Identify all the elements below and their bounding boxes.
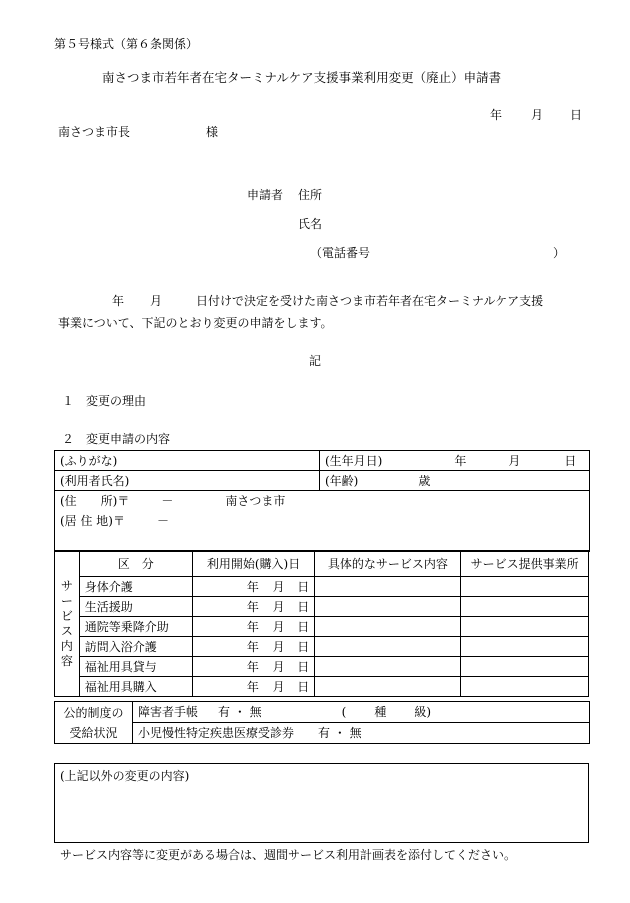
header-category: 区 分 [79,551,192,577]
public-system-label: 公的制度の 受給状況 [55,702,133,744]
address-city: 南さつま市 [225,494,286,508]
date-month-label: 月 [531,108,544,122]
provider-input[interactable] [461,637,589,657]
addressee: 南さつま市長 [58,125,131,139]
start-month: 月 [273,657,298,677]
start-month: 月 [273,597,298,617]
other-changes-table [54,763,589,843]
disability-options[interactable]: 有 ・ 無 [218,705,262,719]
service-content-vertical-label: サ ー ビ ス 内 容 [55,551,80,697]
start-year-input[interactable] [192,677,247,697]
personal-info-table [54,450,590,552]
service-name: 福祉用具貸与 [79,657,192,677]
start-day: 日 [297,677,314,697]
service-name: 通院等乗降介助 [79,617,192,637]
start-year: 年 [247,577,273,597]
table-row [55,617,589,637]
pediatric-row[interactable] [133,723,590,744]
provider-input[interactable] [461,577,589,597]
table-row [55,597,589,617]
other-changes-label: (上記以外の変更の内容) [60,769,190,783]
table-row [55,677,589,697]
grade-open: ( [341,705,347,719]
page-title: 南さつま市若年者在宅ターミナルケア支援事業利用変更（廃止）申請書 [102,70,502,85]
detail-input[interactable] [315,617,461,637]
start-year: 年 [247,657,273,677]
table-row [55,577,589,597]
disability-label: 障害者手帳 [138,705,199,719]
start-day: 日 [297,577,314,597]
start-year-input[interactable] [192,597,247,617]
user-name-label: (利用者氏名) [60,473,130,488]
footer-note: サービス内容等に変更がある場合は、週間サービス利用計画表を添付してください。 [60,848,517,862]
start-year: 年 [247,637,273,657]
disability-row[interactable] [133,702,590,723]
service-name: 訪問入浴介護 [79,637,192,657]
addressee-suffix: 様 [206,125,219,139]
pediatric-label: 小児慢性特定疾患医療受診券 [138,726,295,740]
birth-month: 月 [508,453,521,468]
body-line2: 事業について、下記のとおり変更の申請をします。 [58,316,333,330]
start-day: 日 [297,657,314,677]
detail-input[interactable] [315,637,461,657]
birthdate-label: (生年月日) [325,453,383,468]
other-changes-cell[interactable] [55,764,589,843]
start-year: 年 [247,597,273,617]
provider-input[interactable] [461,617,589,637]
birthdate-cell[interactable] [320,451,590,471]
body-month: 月 [150,294,163,308]
applicant-label: 申請者 [247,188,284,202]
age-unit: 歳 [418,473,431,488]
detail-input[interactable] [315,677,461,697]
form-number: 第５号様式（第６条関係） [54,37,199,51]
body-line1: 日付けで決定を受けた南さつま市若年者在宅ターミナルケア支援 [196,294,544,308]
detail-input[interactable] [315,577,461,597]
user-name-cell[interactable] [55,471,320,491]
body-year: 年 [112,294,125,308]
birth-day: 日 [564,453,577,468]
section-content: ２ 変更申請の内容 [62,432,171,446]
date-day-label: 日 [570,108,583,122]
public-system-table [54,701,590,744]
start-year: 年 [247,677,273,697]
start-month: 月 [273,677,298,697]
start-year-input[interactable] [192,637,247,657]
grade-kind: 種 [374,705,387,719]
services-table [54,550,589,697]
provider-input[interactable] [461,657,589,677]
table-row [55,657,589,677]
header-detail: 具体的なサービス内容 [315,551,461,577]
phone-close: ） [553,246,566,260]
start-year-input[interactable] [192,657,247,677]
start-year-input[interactable] [192,577,247,597]
start-day: 日 [297,597,314,617]
address-cell[interactable] [55,491,590,552]
table-row [55,637,589,657]
service-name: 身体介護 [79,577,192,597]
date-year-label: 年 [490,108,503,122]
section-reason: １ 変更の理由 [62,394,147,408]
birth-year: 年 [454,453,467,468]
furigana-label: (ふりがな) [60,453,118,468]
start-month: 月 [273,577,298,597]
start-year: 年 [247,617,273,637]
residence-dash: － [157,514,170,528]
header-provider: サービス提供事業所 [461,551,589,577]
provider-input[interactable] [461,677,589,697]
detail-input[interactable] [315,657,461,677]
address-label: (住 所)〒 [60,494,130,508]
start-month: 月 [273,617,298,637]
furigana-cell[interactable] [55,451,320,471]
pediatric-options[interactable]: 有 ・ 無 [318,726,362,740]
service-name: 福祉用具購入 [79,677,192,697]
phone-label: （電話番号 [310,246,371,260]
age-cell[interactable] [320,471,590,491]
address-dash: － [161,494,174,508]
applicant-name-label: 氏名 [298,217,323,231]
start-day: 日 [297,637,314,657]
ki-heading: 記 [309,354,322,368]
start-day: 日 [297,617,314,637]
age-label: (年齢) [325,473,359,488]
start-year-input[interactable] [192,617,247,637]
applicant-address-label: 住所 [298,188,323,202]
header-start-date: 利用開始(購入)日 [192,551,314,577]
grade-close: 級) [414,705,432,719]
residence-label: (居 住 地)〒 [60,514,125,528]
start-month: 月 [273,637,298,657]
detail-input[interactable] [315,597,461,617]
provider-input[interactable] [461,597,589,617]
service-name: 生活援助 [79,597,192,617]
